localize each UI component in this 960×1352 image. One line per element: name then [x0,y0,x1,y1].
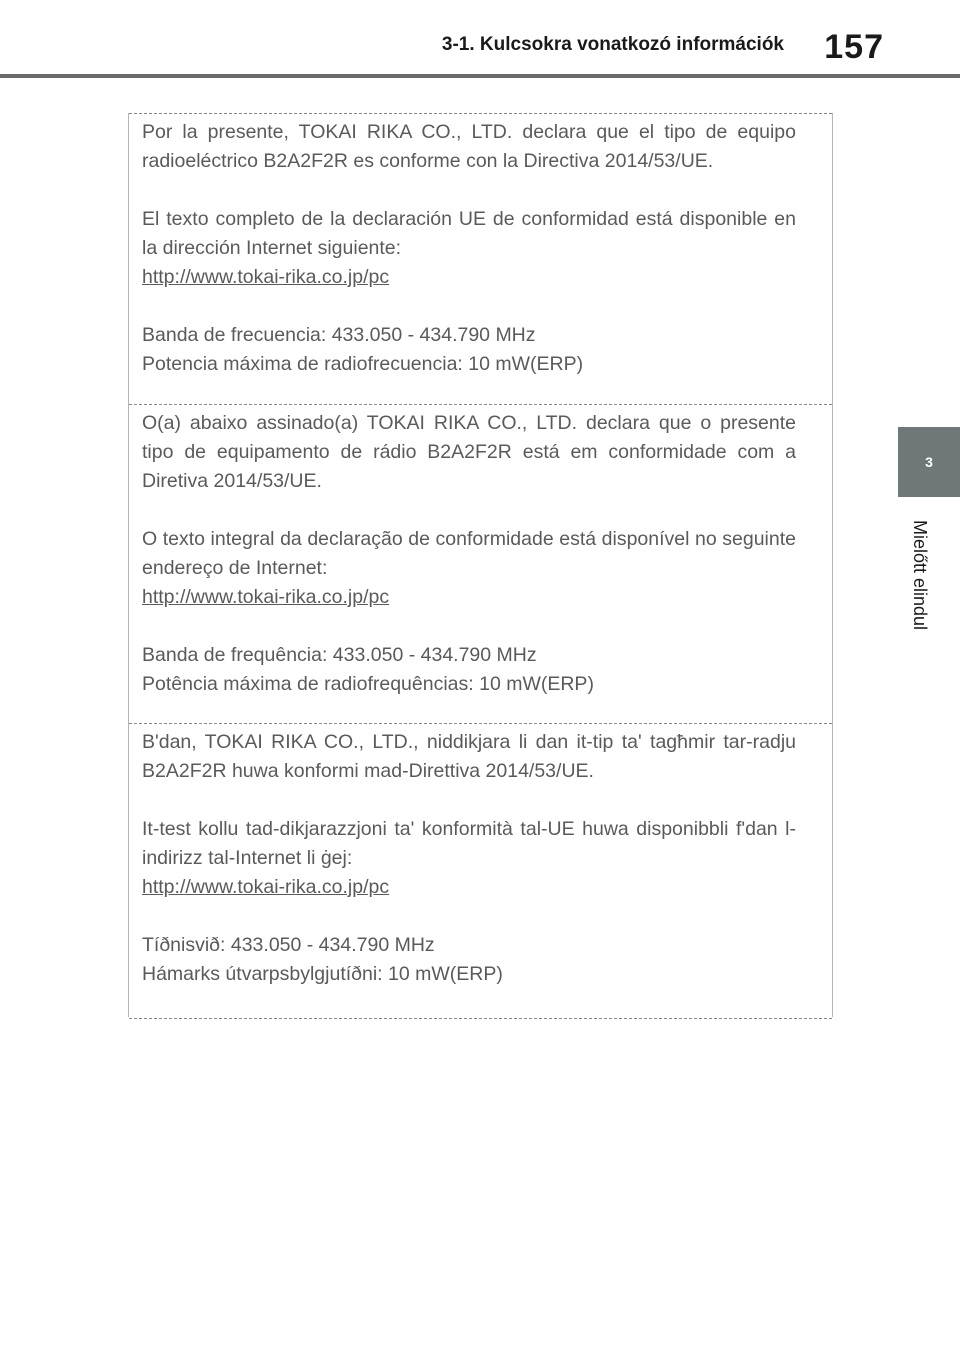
declaration-link[interactable]: http://www.tokai-rika.co.jp/pc [142,266,390,288]
max-power: Potência máxima de radiofrequências: 10 mW(ERP) [142,673,594,695]
frequency-band: Tíðnisvið: 433.050 - 434.790 MHz [142,934,435,956]
chapter-title: 3-1. Kulcsokra vonatkozó információk [441,34,784,55]
page-number: 157 [824,28,884,66]
max-power: Hámarks útvarpsbylgjutíðni: 10 mW(ERP) [142,963,503,985]
chapter-tab-number: 3 [925,454,933,470]
declaration-availability: O texto integral da declaração de conformidade está disponível no seguinte endereço de Internet: [142,528,796,579]
declaration-availability: El texto completo de la declaración UE de conformidad está disponible en la dirección Internet siguiente: [142,208,796,259]
declaration-statement: O(a) abaixo assinado(a) TOKAI RIKA CO., LTD. declara que o presente tipo de equipamento de rádio B2A2F2R está em conformidade com a Diretiva 2014/53/UE. [142,412,796,492]
chapter-tab-label: Mielőtt elindul [910,520,930,631]
frequency-band: Banda de frecuencia: 433.050 - 434.790 MHz [142,324,536,346]
declaration-section-portuguese [129,404,832,723]
page-header [0,0,960,80]
declaration-statement: B'dan, TOKAI RIKA CO., LTD., niddikjara li dan it-tip ta' tagħmir tar-radju B2A2F2R huwa konformi mad-Direttiva 2014/53/UE. [142,731,796,782]
frequency-band: Banda de frequência: 433.050 - 434.790 MHz [142,644,537,666]
declaration-availability: It-test kollu tad-dikjarazzjoni ta' konformità tal-UE huwa disponibbli f'dan l-indirizz tal-Internet li ġej: [142,818,796,869]
declaration-section-spanish [129,113,832,404]
declaration-link[interactable]: http://www.tokai-rika.co.jp/pc [142,876,390,898]
declaration-link[interactable]: http://www.tokai-rika.co.jp/pc [142,586,390,608]
declaration-box [128,113,833,1017]
header-divider [0,74,960,78]
declaration-statement: Por la presente, TOKAI RIKA CO., LTD. declara que el tipo de equipo radioeléctrico B2A2F2R es conforme con la Directiva 2014/53/UE. [142,121,796,172]
declaration-section-maltese-icelandic [129,723,832,1019]
max-power: Potencia máxima de radiofrecuencia: 10 mW(ERP) [142,353,584,375]
